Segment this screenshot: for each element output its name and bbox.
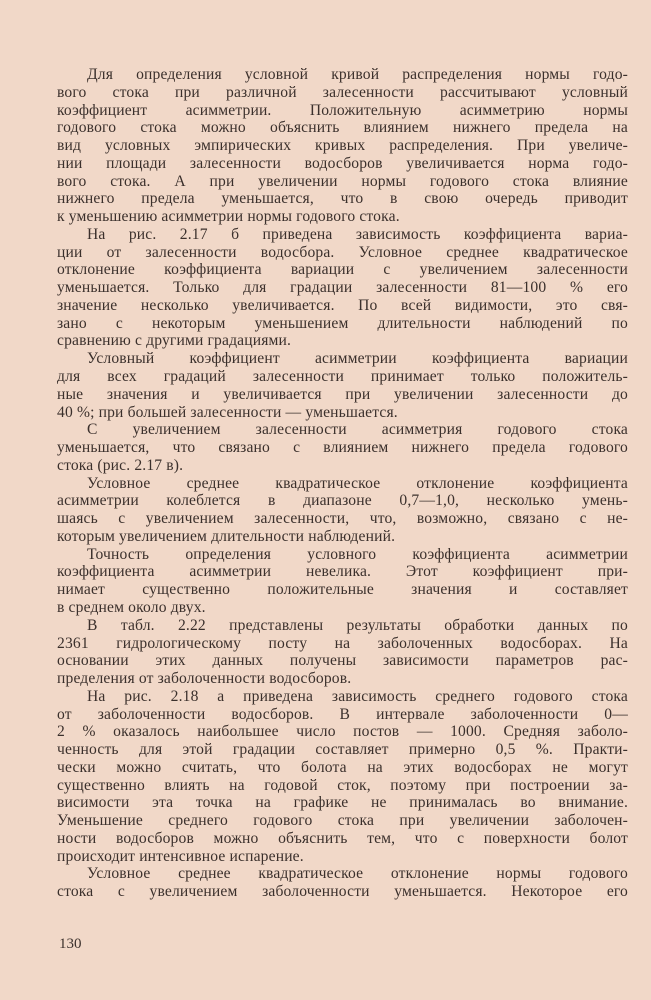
text-line: которым увеличением длительности наблюдений. xyxy=(57,527,396,545)
text-line: На рис. 2.17 б приведена зависимость коэффициента вариа- xyxy=(87,225,628,243)
paragraph xyxy=(57,475,628,546)
text-line: асимметрии колеблется в диапазоне 0,7—1,0, несколько умень- xyxy=(57,492,628,510)
paragraph xyxy=(57,350,628,421)
text-line: от заболоченности водосборов. В интервале заболоченности 0— xyxy=(57,705,628,723)
paragraph xyxy=(57,66,628,226)
text-line: Точность определения условного коэффициента асимметрии xyxy=(87,545,628,563)
text-line: годового стока можно объяснить влиянием нижнего предела на xyxy=(57,119,628,137)
paragraph xyxy=(57,546,628,617)
text-line: ные значения и увеличивается при увеличении залесенности до xyxy=(57,385,628,403)
text-line: На рис. 2.18 а приведена зависимость среднего годового стока xyxy=(87,687,628,705)
text-line: зано с некоторым уменьшением длительности наблюдений по xyxy=(57,314,628,332)
text-line: вид условных эмпирических кривых распределения. При увеличе- xyxy=(57,137,628,155)
text-line: В табл. 2.22 представлены результаты обработки данных по xyxy=(87,616,628,634)
text-line: для всех градаций залесенности принимает только положитель- xyxy=(57,368,628,386)
page-body-text xyxy=(57,66,628,901)
text-line: нимает существенно положительные значения и составляет xyxy=(57,581,628,599)
text-line: стока (рис. 2.17 в). xyxy=(57,456,184,474)
text-line: Условное среднее квадратическое отклонение коэффициента xyxy=(87,474,628,492)
text-line: чески можно считать, что болота на этих водосборах не могут xyxy=(57,758,628,776)
text-line: Условное среднее квадратическое отклонение нормы годового xyxy=(87,865,628,883)
text-line: ченность для этой градации составляет примерно 0,5 %. Практи- xyxy=(57,741,628,759)
text-line: вого стока. А при увеличении нормы годового стока влияние xyxy=(57,172,628,190)
text-line: 40 %; при большей залесенности — уменьшается. xyxy=(57,403,398,421)
paragraph xyxy=(57,421,628,474)
text-line: 2361 гидрологическому посту на заболоченных водосборах. На xyxy=(57,634,628,652)
text-line: нижнего предела уменьшается, что в свою очередь приводит xyxy=(57,190,628,208)
text-line: существенно влиять на годовой сток, поэтому при построении за- xyxy=(57,776,628,794)
text-line: к уменьшению асимметрии нормы годового стока. xyxy=(57,208,400,226)
paragraph xyxy=(57,865,628,901)
text-line: в среднем около двух. xyxy=(57,598,206,616)
page-number: 130 xyxy=(59,936,82,952)
text-line: коэффициента асимметрии невелика. Этот коэффициент при- xyxy=(57,563,628,581)
text-line: С увеличением залесенности асимметрия годового стока xyxy=(87,421,628,439)
text-line: ности водосборов можно объяснить тем, что с поверхности болот xyxy=(57,829,628,847)
text-line: уменьшается. Только для градации залесенности 81—100 % его xyxy=(57,279,628,297)
paragraph xyxy=(57,617,628,688)
text-line: Уменьшение среднего годового стока при увеличении заболочен- xyxy=(57,812,628,830)
text-line: Условный коэффициент асимметрии коэффициента вариации xyxy=(87,350,628,368)
text-line: стока с увеличением заболоченности уменьшается. Некоторое его xyxy=(57,883,628,901)
text-line: пределения от заболоченности водосборов. xyxy=(57,670,352,688)
text-line: нии площади залесенности водосборов увеличивается норма годо- xyxy=(57,154,628,172)
paragraph xyxy=(57,688,628,866)
text-line: уменьшается, что связано с влиянием нижнего предела годового xyxy=(57,439,628,457)
text-line: сравнению с другими градациями. xyxy=(57,332,292,350)
text-line: ции от залесенности водосбора. Условное среднее квадратическое xyxy=(57,243,628,261)
text-line: коэффициент асимметрии. Положительную асимметрию нормы xyxy=(57,101,628,119)
text-line: шаясь с увеличением залесенности, что, возможно, связано с не- xyxy=(57,510,628,528)
text-line: Для определения условной кривой распределения нормы годо- xyxy=(87,66,628,83)
text-line: вого стока при различной залесенности рассчитывают условный xyxy=(57,83,628,101)
text-line: 2 % оказалось наибольшее число постов — 1000. Средняя заболо- xyxy=(57,723,628,741)
text-line: значение несколько увеличивается. По всей видимости, это свя- xyxy=(57,296,628,314)
text-line: отклонение коэффициента вариации с увеличением залесенности xyxy=(57,261,628,279)
text-line: висимости эта точка на графике не принималась во внимание. xyxy=(57,794,628,812)
text-line: основании этих данных получены зависимости параметров рас- xyxy=(57,652,628,670)
text-line: происходит интенсивное испарение. xyxy=(57,847,304,865)
paragraph xyxy=(57,226,628,350)
